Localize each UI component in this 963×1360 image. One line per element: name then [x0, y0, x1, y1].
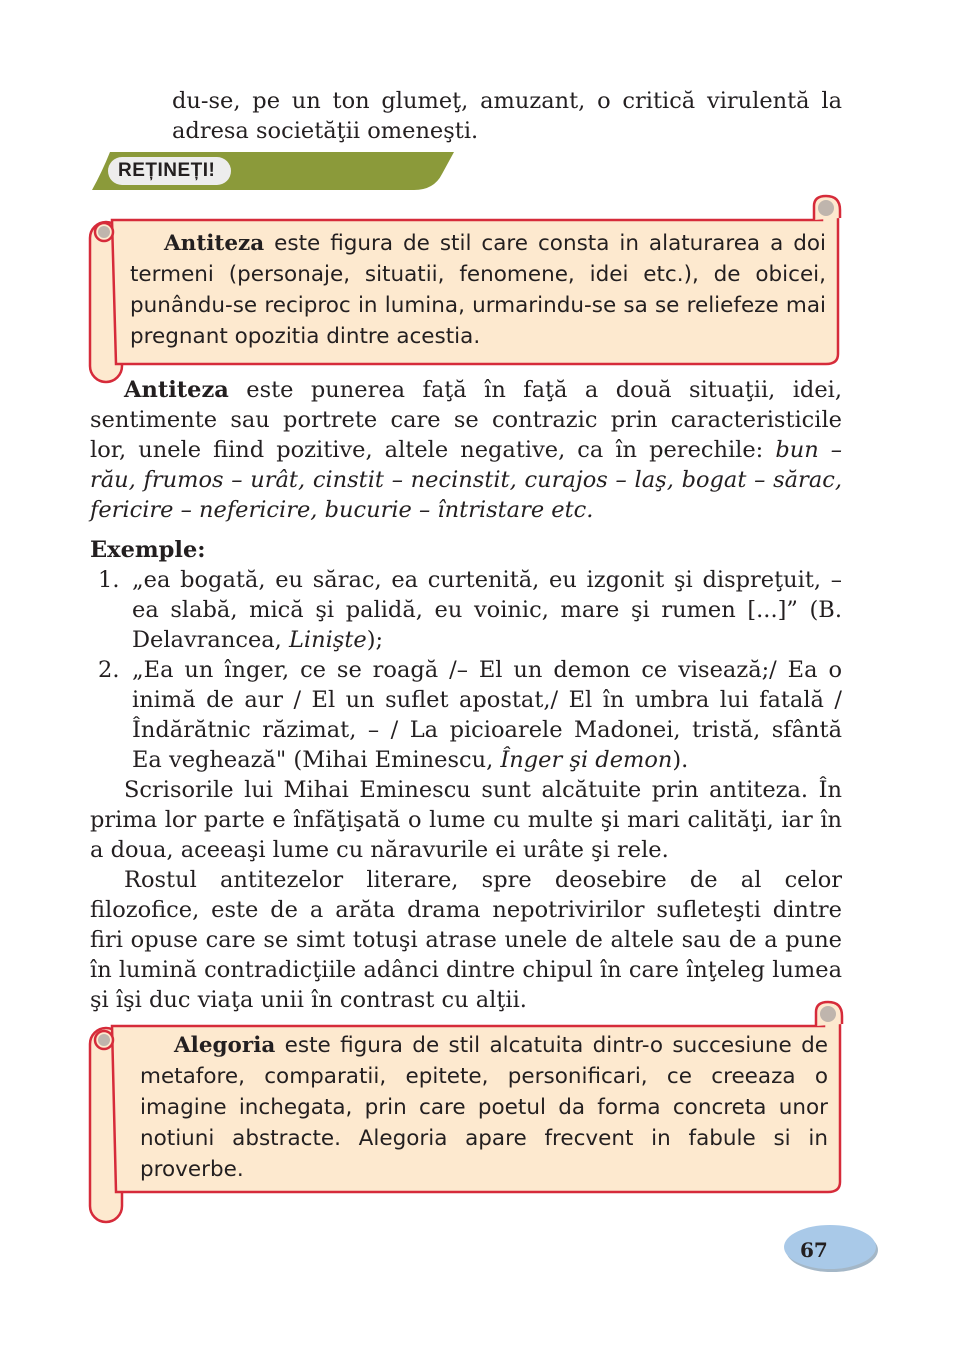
intro-line-1: du-se, pe un ton glumeţ, amuzant, o critică virulentă la [172, 88, 842, 114]
example-end: ). [672, 747, 689, 773]
definition-alegoria [140, 1030, 828, 1185]
page-number: 67 [800, 1238, 828, 1262]
definition-antiteza-text: este figura de stil care consta in alaturarea a doi termeni (personaje, situatii, fenomene, idei etc.), de obicei, punându-se reciproc in lumina, urmarindu-se sa se reliefeze mai pregnant opozitia dintre acestia. [130, 231, 826, 349]
example-item-2 [98, 655, 842, 775]
antiteza-paragraph [90, 375, 842, 525]
example-item-1 [98, 565, 842, 655]
retineti-label: REȚINEȚI! [108, 157, 231, 185]
examples-heading-text: Exemple: [90, 537, 206, 563]
rostul-paragraph: Rostul antitezelor literare, spre deosebire de al celor filozofice, este de a arăta drama nepotrivirilor sufleteşti dintre firi opuse care se simt totuşi atrase unele de altele sau de a pune în lumină contradicţiile adânci dintre chipul în care înţeleg lumea şi îşi duc viaţa unii în contrast cu alţii. [90, 867, 842, 1013]
definition-antiteza [130, 228, 826, 352]
example-quote: „ea bogată, eu sărac, ea curtenită, eu izgonit şi dispreţuit, – ea slabă, mică şi palidă, eu voinic, mare şi rumen [...]” (B. Delavrancea, [132, 567, 842, 653]
definition-alegoria-term: Alegoria [174, 1033, 276, 1058]
scrisorile-paragraph: Scrisorile lui Mihai Eminescu sunt alcătuite prin antiteza. În prima lor parte e înfăţişată o lume cu multe şi mari calităţi, iar în a doua, aceeaşi lume cu năravurile ei urâte şi rele. [90, 777, 842, 863]
antiteza-text: este punerea faţă în faţă a două situaţii, idei, sentimente sau portrete care se contrazic prin caracteristicile lor, unele fiind pozitive, altele negative, ca în perechile: [90, 377, 842, 463]
antiteza-pairs: bun – rău, frumos – urât, cinstit – necinstit, curajos – laş, bogat – sărac, fericire – nefericire, bucurie – întristare etc. [90, 437, 842, 523]
intro-paragraph [172, 86, 842, 146]
intro-line-2: adresa societăţii omeneşti. [172, 118, 479, 144]
page-number-badge [782, 1220, 882, 1278]
example-number: 1. [98, 567, 120, 593]
example-quote: „Ea un înger, ce se roagă /– El un demon ce visează;/ Ea o inimă de aur / El un suflet apostat,/ El în umbra lui fatală / Îndărătnic răzimat, – / La picioarele Madonei, tristă, sfântă Ea veghează" (Mihai Eminescu, [132, 657, 842, 773]
definition-antiteza-term: Antiteza [164, 231, 265, 256]
example-end: ); [366, 627, 384, 653]
example-number: 2. [98, 657, 120, 683]
definition-alegoria-text: este figura de stil alcatuita dintr-o succesiune de metafore, comparatii, epitete, personificari, ce creeaza o imagine inchegata, prin care poetul da forma concreta unor notiuni abstracte. Alegoria apare frecvent in fabule si in proverbe. [140, 1033, 828, 1182]
example-work: Înger şi demon [500, 747, 673, 773]
example-work: Linişte [288, 627, 367, 653]
examples-heading [90, 535, 842, 565]
antiteza-term: Antiteza [124, 377, 229, 403]
